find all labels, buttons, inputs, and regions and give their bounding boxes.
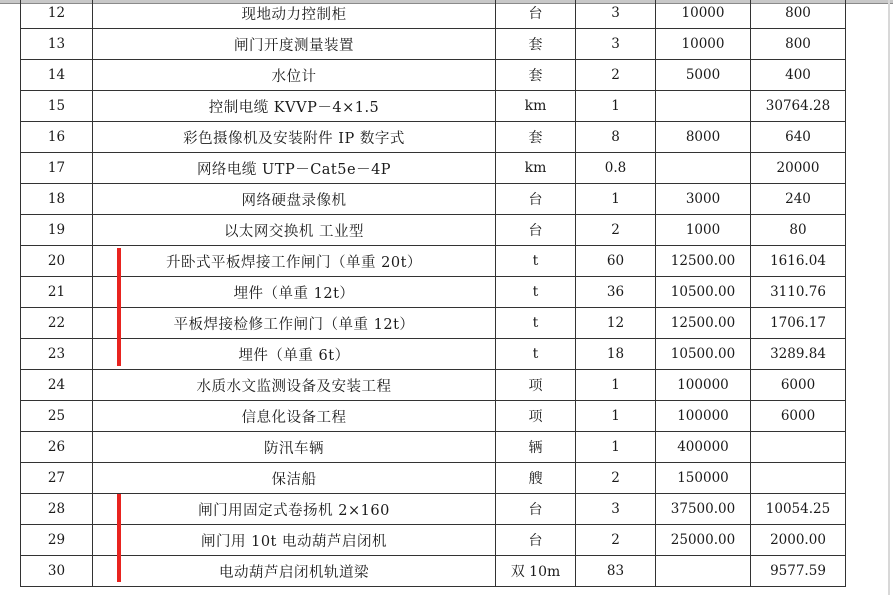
cell-price [656, 556, 751, 587]
cell-no: 22 [21, 308, 93, 339]
table-row [21, 184, 846, 215]
table-row [21, 432, 846, 463]
cell-price: 10500.00 [656, 339, 751, 370]
cell-name: 保洁船 [93, 463, 496, 494]
cell-no: 27 [21, 463, 93, 494]
cell-unit: 项 [496, 370, 576, 401]
cell-total: 20000 [751, 153, 846, 184]
cell-qty: 83 [576, 556, 656, 587]
cell-name: 网络电缆 UTP－Cat5e－4P [93, 153, 496, 184]
cell-unit: 套 [496, 122, 576, 153]
cell-no: 21 [21, 277, 93, 308]
cell-unit: 台 [496, 184, 576, 215]
cell-qty: 8 [576, 122, 656, 153]
cell-qty: 60 [576, 246, 656, 277]
cell-unit: km [496, 153, 576, 184]
cell-no: 25 [21, 401, 93, 432]
cell-unit: 台 [496, 494, 576, 525]
cell-no: 19 [21, 215, 93, 246]
cell-total: 800 [751, 0, 846, 29]
cell-total: 2000.00 [751, 525, 846, 556]
cell-qty: 2 [576, 463, 656, 494]
cell-unit: t [496, 308, 576, 339]
cell-unit: km [496, 91, 576, 122]
table-row [21, 494, 846, 525]
cell-name: 闸门用固定式卷扬机 2×160 [93, 494, 496, 525]
cell-qty: 0.8 [576, 153, 656, 184]
cell-price: 10000 [656, 29, 751, 60]
cell-unit: t [496, 277, 576, 308]
cell-price: 12500.00 [656, 246, 751, 277]
table-body [21, 0, 846, 587]
table-row [21, 246, 846, 277]
cell-no: 18 [21, 184, 93, 215]
cell-total [751, 463, 846, 494]
table-row [21, 29, 846, 60]
cell-total: 1616.04 [751, 246, 846, 277]
cell-name: 以太网交换机 工业型 [93, 215, 496, 246]
cell-no: 30 [21, 556, 93, 587]
cell-price: 12500.00 [656, 308, 751, 339]
cell-qty: 1 [576, 91, 656, 122]
cell-no: 29 [21, 525, 93, 556]
cell-name: 信息化设备工程 [93, 401, 496, 432]
table-row [21, 401, 846, 432]
table-row [21, 556, 846, 587]
table-row [21, 525, 846, 556]
cell-name: 平板焊接检修工作闸门（单重 12t） [93, 308, 496, 339]
cell-no: 15 [21, 91, 93, 122]
cell-price: 10500.00 [656, 277, 751, 308]
cell-name: 控制电缆 KVVP－4×1.5 [93, 91, 496, 122]
cell-price: 150000 [656, 463, 751, 494]
cell-name: 防汛车辆 [93, 432, 496, 463]
red-highlight-bar-2 [117, 494, 121, 582]
cell-name: 水位计 [93, 60, 496, 91]
cell-price [656, 91, 751, 122]
cell-name: 彩色摄像机及安装附件 IP 数字式 [93, 122, 496, 153]
cell-unit: 双 10m [496, 556, 576, 587]
cell-no: 26 [21, 432, 93, 463]
cell-no: 20 [21, 246, 93, 277]
right-edge [888, 0, 890, 595]
cell-unit: 台 [496, 0, 576, 29]
cell-qty: 1 [576, 184, 656, 215]
cell-qty: 12 [576, 308, 656, 339]
cell-total: 800 [751, 29, 846, 60]
cell-unit: 项 [496, 401, 576, 432]
cell-total: 30764.28 [751, 91, 846, 122]
cell-total: 1706.17 [751, 308, 846, 339]
table-row [21, 308, 846, 339]
cell-qty: 18 [576, 339, 656, 370]
cell-total: 9577.59 [751, 556, 846, 587]
cell-unit: 台 [496, 215, 576, 246]
cell-name: 埋件（单重 6t） [93, 339, 496, 370]
cell-total: 6000 [751, 370, 846, 401]
cell-name: 网络硬盘录像机 [93, 184, 496, 215]
cell-qty: 1 [576, 370, 656, 401]
cell-price: 25000.00 [656, 525, 751, 556]
cell-price: 100000 [656, 370, 751, 401]
cell-unit: 台 [496, 525, 576, 556]
cell-price: 8000 [656, 122, 751, 153]
cell-price: 3000 [656, 184, 751, 215]
cell-qty: 2 [576, 525, 656, 556]
cell-total: 10054.25 [751, 494, 846, 525]
cell-unit: 套 [496, 60, 576, 91]
cell-total: 400 [751, 60, 846, 91]
cell-total [751, 432, 846, 463]
cell-name: 闸门用 10t 电动葫芦启闭机 [93, 525, 496, 556]
cell-qty: 3 [576, 29, 656, 60]
cell-qty: 36 [576, 277, 656, 308]
cell-name: 升卧式平板焊接工作闸门（单重 20t） [93, 246, 496, 277]
cell-unit: t [496, 246, 576, 277]
table-row [21, 60, 846, 91]
cell-qty: 2 [576, 215, 656, 246]
table-row [21, 122, 846, 153]
cell-no: 14 [21, 60, 93, 91]
table-row [21, 215, 846, 246]
cell-total: 3289.84 [751, 339, 846, 370]
cell-price: 10000 [656, 0, 751, 29]
cell-total: 240 [751, 184, 846, 215]
cell-price: 5000 [656, 60, 751, 91]
cell-qty: 1 [576, 432, 656, 463]
cell-qty: 3 [576, 494, 656, 525]
table-row [21, 339, 846, 370]
cell-price [656, 153, 751, 184]
cell-qty: 3 [576, 0, 656, 29]
cell-total: 3110.76 [751, 277, 846, 308]
cell-price: 400000 [656, 432, 751, 463]
cell-price: 100000 [656, 401, 751, 432]
cell-price: 37500.00 [656, 494, 751, 525]
red-highlight-bar-1 [117, 248, 121, 366]
cell-no: 13 [21, 29, 93, 60]
cell-no: 16 [21, 122, 93, 153]
table-row [21, 153, 846, 184]
cell-no: 24 [21, 370, 93, 401]
table-row [21, 277, 846, 308]
cell-name: 水质水文监测设备及安装工程 [93, 370, 496, 401]
table-row [21, 0, 846, 29]
cell-qty: 2 [576, 60, 656, 91]
cell-no: 28 [21, 494, 93, 525]
cost-table [20, 0, 846, 587]
cell-name: 电动葫芦启闭机轨道梁 [93, 556, 496, 587]
cell-unit: 辆 [496, 432, 576, 463]
cell-no: 12 [21, 0, 93, 29]
cell-total: 640 [751, 122, 846, 153]
cell-unit: 套 [496, 29, 576, 60]
cell-qty: 1 [576, 401, 656, 432]
cell-name: 现地动力控制柜 [93, 0, 496, 29]
cell-name: 埋件（单重 12t） [93, 277, 496, 308]
cell-total: 6000 [751, 401, 846, 432]
table-row [21, 463, 846, 494]
table-row [21, 370, 846, 401]
table-row [21, 91, 846, 122]
cell-unit: 艘 [496, 463, 576, 494]
cell-price: 1000 [656, 215, 751, 246]
cell-no: 23 [21, 339, 93, 370]
cell-total: 80 [751, 215, 846, 246]
cell-name: 闸门开度测量装置 [93, 29, 496, 60]
cell-no: 17 [21, 153, 93, 184]
cell-unit: t [496, 339, 576, 370]
